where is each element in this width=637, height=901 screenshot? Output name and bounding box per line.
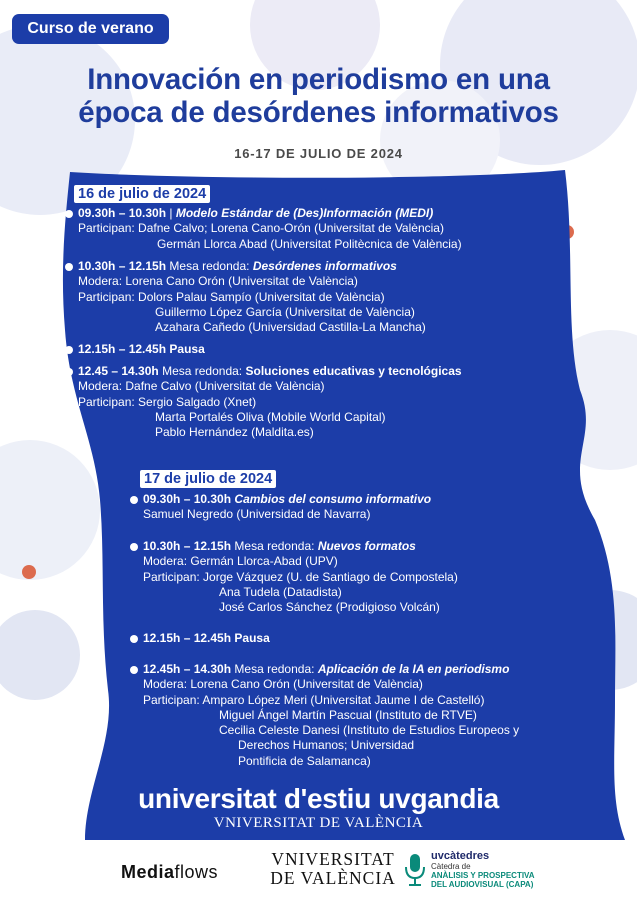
day1-event-4: 12.45 – 14.30h Mesa redonda: Soluciones educativas y tecnológicas Modera: Dafne Calvo (Universitat de València) Participan: Sergio Salgado (Xnet) Marta Portalés Oliva (Mobile World Capital) Pablo Hernández (Maldita.es) xyxy=(78,364,462,440)
bullet xyxy=(65,368,73,376)
day1-event-1: 09.30h – 10.30h | Modelo Estándar de (Des)Información (MEDI) Participan: Dafne Calvo; Lorena Cano-Orón (Universitat de València) Germán Llorca Abad (Universitat Politècnica de València) xyxy=(78,206,462,252)
day1-event-3: 12.15h – 12.45h Pausa xyxy=(78,342,205,357)
bullet xyxy=(130,635,138,643)
day2-label: 17 de julio de 2024 xyxy=(140,470,276,488)
day1-event-2: 10.30h – 12.15h Mesa redonda: Desórdenes informativos Modera: Lorena Cano Orón (Universitat de València) Participan: Dolors Palau Sampío (Universitat de València) Guillermo López García (Universitat de València) Azahara Cañedo (Universidad Castilla-La Mancha) xyxy=(78,259,426,335)
bullet xyxy=(65,263,73,271)
bullet xyxy=(130,496,138,504)
bullet xyxy=(65,210,73,218)
page-title: Innovación en periodismo en una época de desórdenes informativos xyxy=(78,63,559,129)
bullet xyxy=(130,543,138,551)
course-dates: 16-17 DE JULIO DE 2024 xyxy=(234,146,403,161)
microphone-icon xyxy=(403,852,427,888)
day2-event-2: 10.30h – 12.15h Mesa redonda: Nuevos formatos Modera: Germán Llorca-Abad (UPV) Participan: Jorge Vázquez (U. de Santiago de Compostela) Ana Tudela (Datadista) José Carlos Sánchez (Prodigioso Volcán) xyxy=(143,539,458,615)
mediaflows-logo: Mediaflows xyxy=(121,862,219,882)
course-type-badge: Curso de verano xyxy=(12,14,169,44)
day2-event-4: 12.45h – 14.30h Mesa redonda: Aplicación de la IA en periodismo Modera: Lorena Cano Orón (Universitat de València) Participan: Amparo López Meri (Universitat Jaume I de Castelló) Miguel Ángel Martín Pascual (Instituto de RTVE) Cecilia Celeste Danesi (Instituto de Estudios Europeos y Derechos Humanos; Universidad Pontificia de Salamanca) xyxy=(143,662,519,769)
day2-event-1: 09.30h – 10.30h Cambios del consumo informativo Samuel Negredo (Universidad de Navarra) xyxy=(143,492,431,523)
summer-university-logo: universitat d'estiu uvgandia xyxy=(138,783,499,814)
day1-label: 16 de julio de 2024 xyxy=(74,185,210,203)
capa-chair-logo: uvcàtedres Càtedra de ANÀLISIS Y PROSPECTIVA DEL AUDIOVISUAL (CAPA) xyxy=(431,850,535,889)
day2-event-3: 12.15h – 12.45h Pausa xyxy=(143,631,270,646)
uv-wordmark: VNIVERSITAT DE VALÈNCIA xyxy=(213,815,424,831)
uv-logo: VNIVERSITAT DE VALÈNCIA xyxy=(270,849,396,888)
bullet xyxy=(130,666,138,674)
bullet xyxy=(65,346,73,354)
